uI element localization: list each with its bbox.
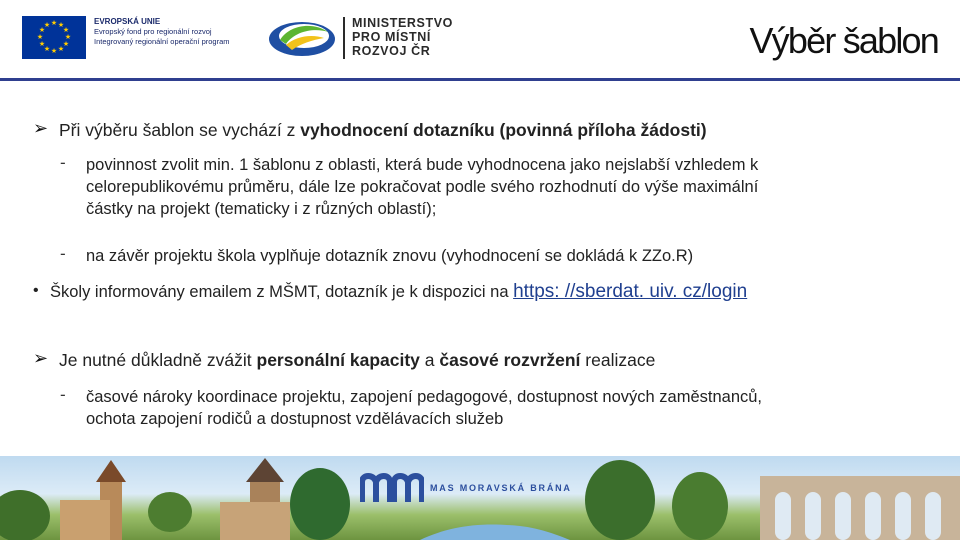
slide-header	[0, 0, 960, 78]
eu-logo-line3: Integrovaný regionální operační program	[94, 37, 230, 46]
mmr-logo-separator	[343, 17, 345, 59]
arrow-bullet-icon: ➢	[33, 348, 49, 368]
point1-sub1-line2: celorepublikovému průměru, dále lze pokračovat podle svého rozhodnutí do výše maximální	[86, 178, 759, 196]
svg-text:★: ★	[62, 40, 70, 48]
landscape-illustration	[0, 456, 960, 540]
mmr-logo-text	[352, 16, 453, 58]
point2-sub-line2: ochota zapojení rodičů a dostupnost vzdělávacích služeb	[86, 410, 504, 428]
point2-sub	[86, 386, 762, 430]
point2-bold1: personální kapacity	[256, 350, 420, 370]
mmr-logo-icon	[266, 16, 338, 60]
eu-logo-line2: Evropský fond pro regionální rozvoj	[94, 27, 212, 36]
dash-bullet: -	[60, 153, 66, 172]
svg-text:★: ★	[64, 33, 72, 41]
mmr-logo-line3: ROZVOJ ČR	[352, 44, 431, 58]
bullet-line	[50, 281, 747, 303]
svg-text:★: ★	[36, 33, 44, 41]
point2-bold2: časové rozvržení	[439, 350, 581, 370]
arrow-bullet-icon: ➢	[33, 118, 49, 138]
point1-sub1-line3: částky na projekt (tematicky i z různých oblastí);	[86, 200, 437, 218]
dash-bullet: -	[60, 385, 66, 404]
point1-text: Při výběru šablon se vychází z	[59, 120, 301, 140]
mas-logo-text: MAS MORAVSKÁ BRÁNA	[430, 483, 572, 493]
point1-sub1-line1: povinnost zvolit min. 1 šablonu z oblasti, která bude vyhodnocena jako nejslabší vzhledem k	[86, 156, 759, 174]
dot-bullet: •	[33, 282, 39, 299]
point1-bold: vyhodnocení dotazníku (povinná příloha žádosti)	[300, 120, 707, 140]
mmr-logo-line1: MINISTERSTVO	[352, 16, 453, 30]
dotaznik-link[interactable]: https: //sberdat. uiv. cz/login	[513, 281, 748, 302]
point2-heading	[59, 349, 655, 371]
point2-sub-line1: časové nároky koordinace projektu, zapojení pedagogové, dostupnost nových zaměstnanců,	[86, 388, 763, 406]
mas-logo-icon	[360, 470, 424, 509]
mmr-logo-line2: PRO MÍSTNÍ	[352, 30, 431, 44]
svg-text:★: ★	[43, 21, 51, 29]
footer-banner	[0, 456, 960, 540]
svg-text:★: ★	[62, 26, 70, 34]
svg-text:★: ★	[38, 40, 46, 48]
dash-bullet: -	[60, 244, 66, 263]
eu-logo-line1: EVROPSKÁ UNIE	[94, 17, 161, 26]
svg-text:★: ★	[50, 47, 58, 55]
point1-heading	[59, 119, 707, 141]
svg-text:★: ★	[57, 45, 65, 53]
svg-text:★: ★	[50, 19, 58, 27]
svg-text:★: ★	[43, 45, 51, 53]
svg-text:★: ★	[38, 26, 46, 34]
point1-sub1	[86, 154, 758, 220]
bullet-text: Školy informovány emailem z MŠMT, dotazník je k dispozici na	[50, 283, 514, 301]
eu-flag-logo	[22, 16, 86, 59]
point2-text-c: realizace	[580, 350, 656, 370]
point2-text-a: Je nutné důkladně zvážit	[59, 350, 257, 370]
slide-title: Výběr šablon	[749, 20, 938, 61]
point2-text-b: a	[419, 350, 440, 370]
header-divider	[0, 78, 960, 81]
svg-text:★: ★	[57, 21, 65, 29]
point1-sub2: na závěr projektu škola vyplňuje dotazník znovu (vyhodnocení se dokládá k ZZo.R)	[86, 247, 694, 265]
eu-logo-text	[94, 17, 230, 47]
